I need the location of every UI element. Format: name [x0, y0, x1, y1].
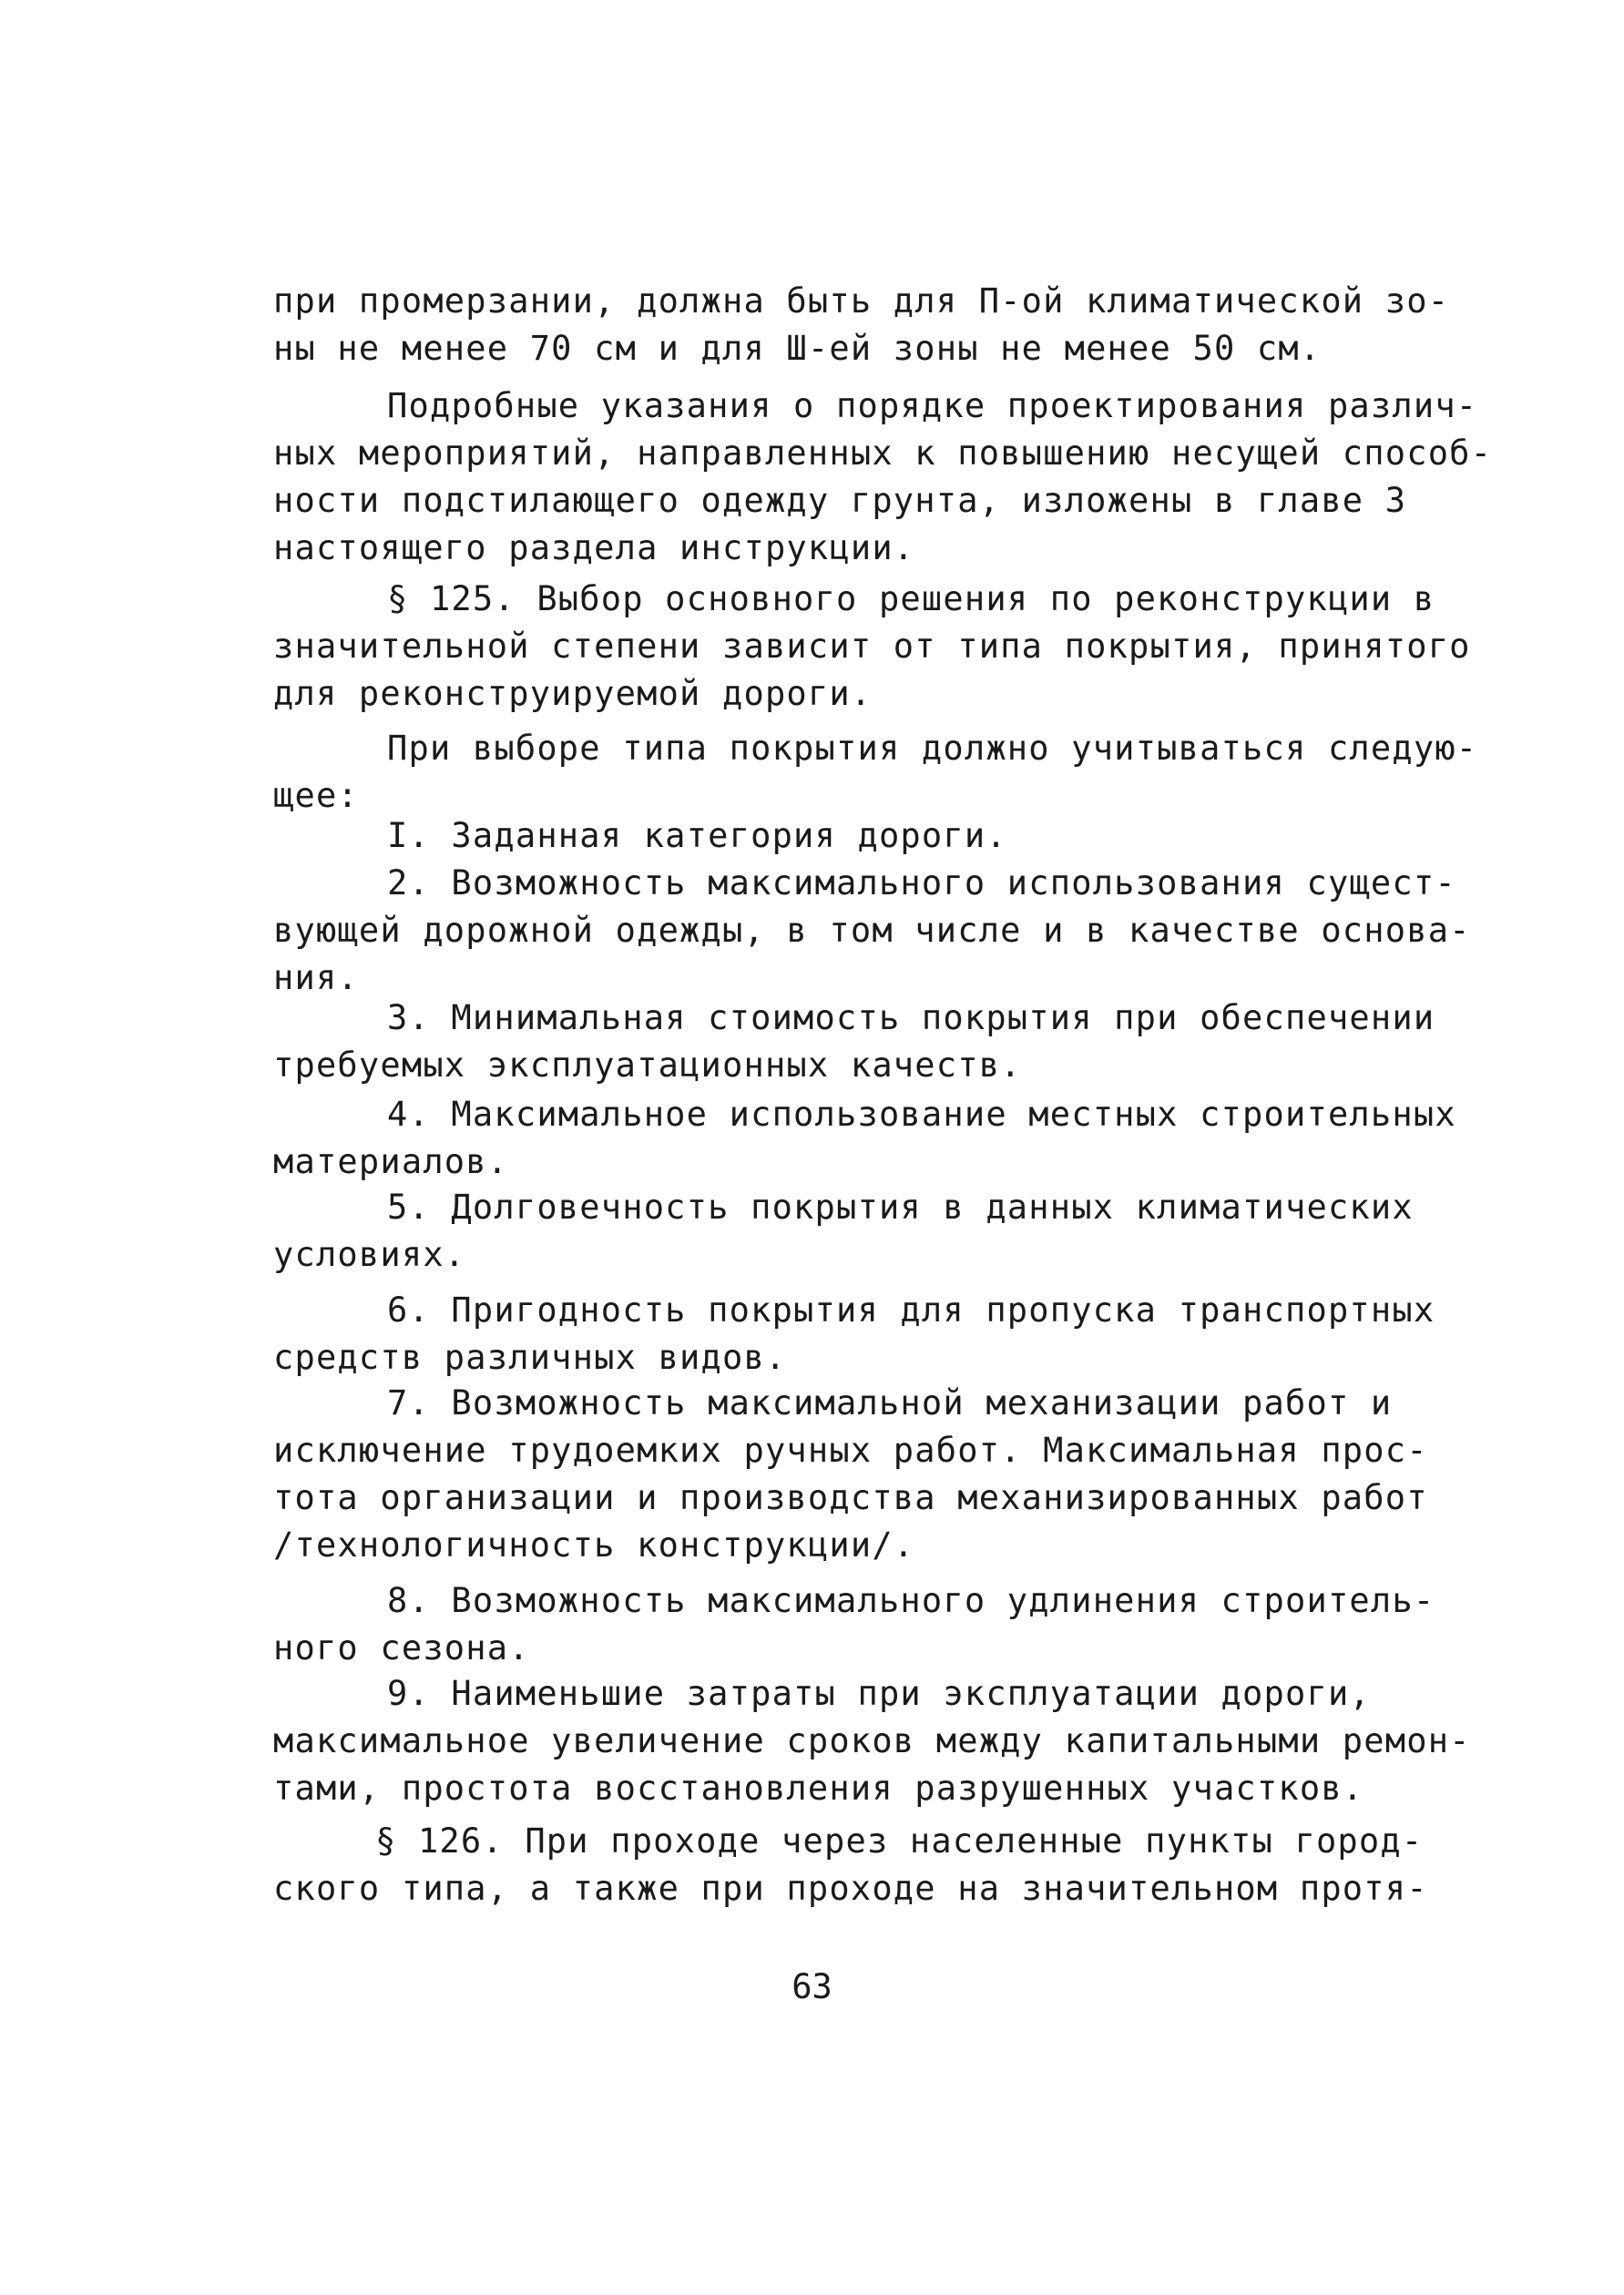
list-items — [273, 812, 1471, 1002]
text-line: вующей дорожной одежды, в том числе и в качестве основа- — [273, 911, 1471, 950]
text-line: условиях. — [273, 1235, 466, 1274]
list-item-8 — [273, 1577, 1435, 1672]
list-item-4 — [273, 1091, 1456, 1186]
list-item: I. Заданная категория дороги. — [387, 816, 1007, 855]
text-line: для реконструируемой дороги. — [273, 674, 873, 713]
text-line: требуемых эксплуатационных качеств. — [273, 1046, 1022, 1085]
list-item-9 — [273, 1670, 1471, 1812]
text-line: максимальное увеличение сроков между капитальными ремон- — [273, 1721, 1471, 1760]
list-item-6 — [273, 1287, 1435, 1382]
list-item: 3. Минимальная стоимость покрытия при обеспечении — [387, 998, 1435, 1037]
text-line: ности подстилающего одежду грунта, изложены в главе 3 — [273, 481, 1407, 520]
text-line: ния. — [273, 958, 359, 997]
text-line: ского типа, а также при проходе на значительном протя- — [273, 1869, 1428, 1908]
list-item-5 — [273, 1184, 1414, 1279]
text-line: тами, простота восстановления разрушенных участков. — [273, 1769, 1364, 1808]
text-line: средств различных видов. — [273, 1338, 787, 1377]
text-line: настоящего раздела инструкции. — [273, 528, 915, 567]
paragraph-selection — [273, 725, 1478, 820]
paragraph-instructions — [273, 382, 1493, 572]
text-line: § 125. Выбор основного решения по реконструкции в — [387, 579, 1435, 618]
list-item: 9. Наименьшие затраты при эксплуатации дороги, — [387, 1674, 1371, 1713]
text-line: /технологичность конструкции/. — [273, 1525, 915, 1565]
body-text — [273, 278, 1450, 372]
list-item-7 — [273, 1380, 1428, 1569]
list-item-3 — [273, 994, 1435, 1089]
list-item: 2. Возможность максимального использования сущест- — [387, 863, 1456, 903]
list-item: 4. Максимальное использование местных строительных — [387, 1095, 1456, 1134]
list-item: 6. Пригодность покрытия для пропуска транспортных — [387, 1290, 1435, 1330]
text-line: § 126. При проходе через населенные пункты город- — [375, 1821, 1424, 1861]
text-line: ного сезона. — [273, 1628, 530, 1668]
text-line: При выборе типа покрытия должно учитываться следую- — [387, 729, 1478, 768]
list-item: 5. Долговечность покрытия в данных климатических — [387, 1188, 1414, 1227]
list-item: 7. Возможность максимальной механизации работ и — [387, 1383, 1393, 1423]
text-line: Подробные указания о порядке проектирования различ- — [387, 386, 1478, 425]
text-line: материалов. — [273, 1142, 509, 1181]
text-line: значительной степени зависит от типа покрытия, принятого — [273, 627, 1471, 666]
text-line: щее: — [273, 776, 359, 815]
text-line: ны не менее 70 см и для Ш-ей зоны не менее 50 см. — [273, 329, 1322, 368]
text-line: ных мероприятий, направленных к повышению несущей способ- — [273, 434, 1493, 473]
section-126 — [273, 1818, 1428, 1912]
page-number: 63 — [792, 1967, 832, 2006]
list-item: 8. Возможность максимального удлинения строитель- — [387, 1581, 1435, 1620]
section-125 — [273, 576, 1471, 718]
text-line: при промерзании, должна быть для П-ой климатической зо- — [273, 281, 1450, 321]
text-line: исключение трудоемких ручных работ. Максимальная прос- — [273, 1431, 1428, 1470]
text-line: тота организации и производства механизированных работ — [273, 1478, 1428, 1517]
